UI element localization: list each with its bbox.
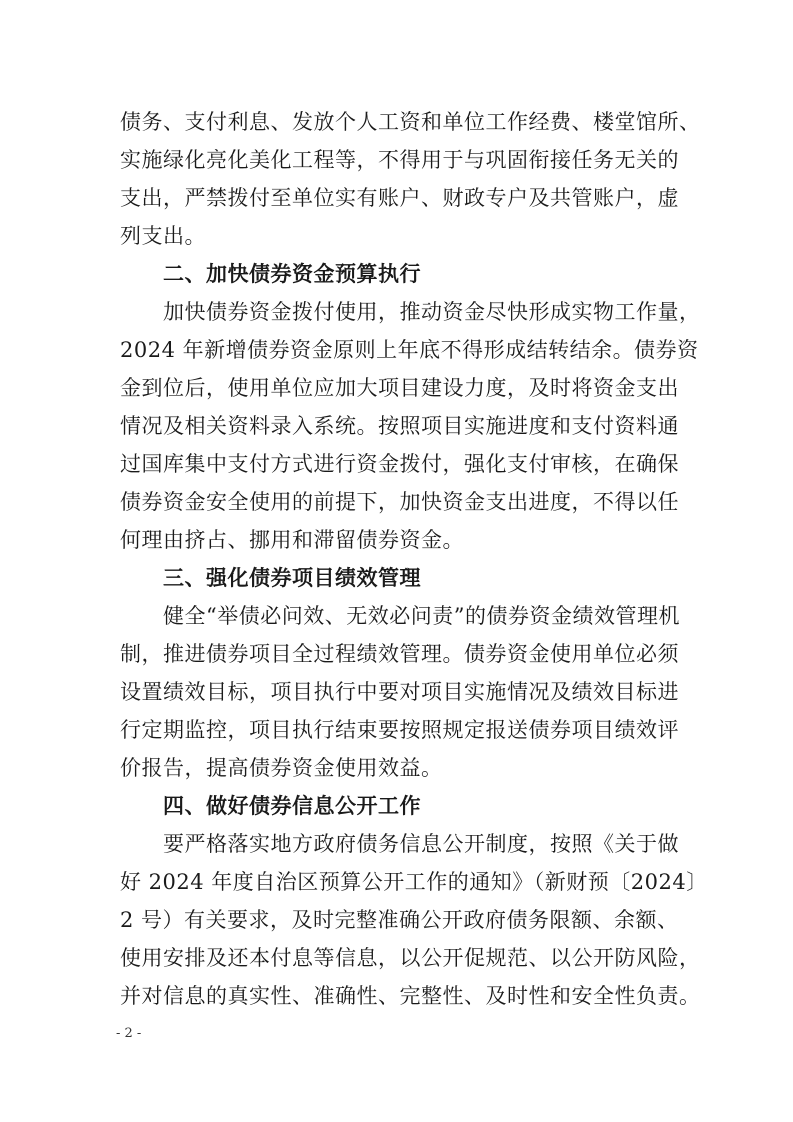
- paragraph-line: 债务、支付利息、发放个人工资和单位工作经费、楼堂馆所、: [120, 110, 701, 134]
- paragraph-line: 实施绿化亮化美化工程等，不得用于与巩固衔接任务无关的: [120, 148, 679, 172]
- paragraph-line: 支出，严禁拨付至单位实有账户、财政专户及共管账户，虚: [120, 186, 679, 210]
- paragraph-line: 行定期监控，项目执行结束要按照规定报送债券项目绩效评: [120, 718, 679, 742]
- paragraph-line: 债券资金安全使用的前提下，加快资金支出进度，不得以任: [120, 490, 679, 514]
- paragraph-line: 要严格落实地方政府债务信息公开制度，按照《关于做: [163, 832, 679, 856]
- paragraph-line: 使用安排及还本付息等信息，以公开促规范、以公开防风险，: [120, 946, 701, 970]
- paragraph-line: 何理由挤占、挪用和滞留债券资金。: [120, 528, 464, 552]
- page-number: - 2 -: [116, 1026, 142, 1041]
- section-heading-3: 三、强化债券项目绩效管理: [163, 566, 421, 590]
- paragraph-line: 过国库集中支付方式进行资金拨付，强化支付审核，在确保: [120, 452, 679, 476]
- paragraph-line: 2 号）有关要求，及时完整准确公开政府债务限额、余额、: [120, 908, 679, 932]
- section-heading-2: 二、加快债券资金预算执行: [163, 262, 421, 286]
- paragraph-line: 金到位后，使用单位应加大项目建设力度，及时将资金支出: [120, 376, 679, 400]
- paragraph-line: 制，推进债券项目全过程绩效管理。债券资金使用单位必须: [120, 642, 679, 666]
- paragraph-line: 2024 年新增债券资金原则上年底不得形成结转结余。债券资: [120, 338, 699, 362]
- paragraph-line: 好 2024 年度自治区预算公开工作的通知》（新财预〔2024〕: [120, 870, 708, 894]
- paragraph-line: 健全“举债必问效、无效必问责”的债券资金绩效管理机: [163, 604, 680, 628]
- section-heading-4: 四、做好债券信息公开工作: [163, 794, 421, 818]
- paragraph-line: 情况及相关资料录入系统。按照项目实施进度和支付资料通: [120, 414, 679, 438]
- paragraph-line: 列支出。: [120, 224, 206, 248]
- paragraph-line: 价报告，提高债券资金使用效益。: [120, 756, 443, 780]
- paragraph-line: 并对信息的真实性、准确性、完整性、及时性和安全性负责。: [120, 984, 701, 1008]
- paragraph-line: 加快债券资金拨付使用，推动资金尽快形成实物工作量，: [163, 300, 701, 324]
- paragraph-line: 设置绩效目标，项目执行中要对项目实施情况及绩效目标进: [120, 680, 679, 704]
